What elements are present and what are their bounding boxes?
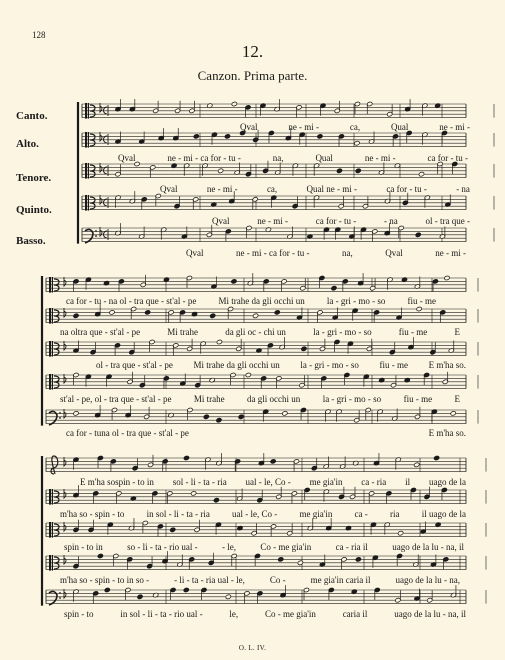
- lyric-syllable: E m'ha sospin - to in: [80, 477, 154, 487]
- lyric-syllable: so - li - ta - rio ual -: [127, 542, 198, 552]
- note-head: [97, 553, 103, 558]
- lyric-syllable: ual - le, Co -: [245, 477, 291, 487]
- lyric-syllable: ual - le, Co -: [232, 509, 278, 519]
- voice-label-canto: Canto.: [16, 110, 48, 122]
- page-footer: O. L. IV.: [238, 644, 267, 652]
- lyric-syllable: ca - ria il: [335, 542, 368, 552]
- lyric-syllable: ca - ria: [361, 477, 387, 487]
- c-clef-bar: [88, 103, 89, 119]
- c-clef-bar: [49, 308, 51, 324]
- c-clef-bar: [85, 103, 87, 119]
- lyric-syllable: - li - ta - ria ual - le,: [174, 575, 245, 585]
- lyric-syllable: fiu - me: [379, 360, 408, 370]
- note-head: [109, 310, 115, 315]
- lyric-syllable: spin - to: [64, 609, 94, 619]
- c-clef-bar: [52, 341, 53, 357]
- lyric-syllable: Qval: [212, 216, 230, 226]
- c-clef-bar: [52, 277, 53, 293]
- lyric-syllable: - na: [456, 184, 470, 194]
- lyric-syllable: ca for - tu -: [427, 153, 468, 163]
- lyric-syllable: fiu - me: [398, 327, 428, 337]
- note-head: [145, 310, 151, 315]
- lyric-syllable: Qval: [160, 184, 178, 194]
- note-head: [170, 527, 176, 532]
- lyric-syllable: ne - mi -: [288, 122, 320, 132]
- lyric-syllable: in sol - li - ta - ria: [146, 509, 210, 519]
- lyric-syllable: uago de la lu - na, il: [392, 542, 464, 552]
- f-clef-dot: [59, 592, 61, 594]
- lyric-syllable: caria il: [342, 609, 368, 619]
- c-clef-bar: [52, 555, 53, 571]
- lyric-syllable: la - gri - mo - so: [300, 360, 359, 370]
- lyric-syllable: le,: [229, 609, 239, 619]
- c-clef-bar: [85, 132, 87, 148]
- f-clef-dot: [59, 412, 61, 414]
- note-head: [240, 130, 246, 135]
- lyric-syllable: st'al - pe, ol - tra que - st'al - pe: [60, 394, 172, 404]
- lyric-syllable: m'ha so - spin - to: [60, 509, 125, 519]
- c-clef-bar: [49, 374, 51, 390]
- lyric-syllable: ria: [390, 509, 400, 519]
- f-clef-dot: [59, 417, 61, 419]
- note-head: [434, 455, 440, 460]
- note-head: [354, 141, 360, 146]
- note-head: [450, 411, 456, 416]
- c-clef-bar: [85, 195, 87, 211]
- lyric-syllable: me gia'in: [299, 509, 333, 519]
- lyric-syllable: Qval: [118, 153, 136, 163]
- lyric-syllable: ol - tra que - st'al - pe: [96, 360, 173, 370]
- piece-title: Canzon. Prima parte.: [197, 68, 308, 83]
- note-head: [216, 339, 222, 344]
- lyric-syllable: fiu - me: [407, 296, 436, 306]
- lyric-syllable: - na: [383, 216, 398, 226]
- c-clef-bar: [88, 163, 89, 179]
- note-head: [418, 172, 424, 177]
- lyric-syllable: ca for - tu -: [315, 216, 357, 226]
- lyric-syllable: ne - mi -: [206, 184, 238, 194]
- lyric-syllable: Qual ne - mi -: [306, 184, 358, 194]
- lyric-syllable: ca for - tu - na ol - tra que - st'al - pe: [66, 296, 197, 306]
- lyric-syllable: ne - mi -: [257, 216, 288, 226]
- lyric-syllable: il: [405, 477, 411, 487]
- lyric-syllable: ca -: [354, 509, 368, 519]
- lyric-syllable: ne - mi - ca for - tu -: [236, 248, 310, 258]
- lyric-syllable: la - gri - mo - so: [313, 327, 372, 337]
- lyric-syllable: Qval: [186, 248, 204, 258]
- c-clef-bar: [49, 341, 51, 357]
- lyric-syllable: ca for - tuna ol - tra que - st'al - pe: [66, 428, 189, 438]
- lyric-syllable: il uago de la: [421, 509, 466, 519]
- note-head: [104, 587, 110, 592]
- lyric-syllable: E: [454, 327, 460, 337]
- lyric-syllable: Co -: [269, 575, 286, 585]
- note-head: [355, 557, 361, 562]
- lyric-syllable: ol - tra que -: [425, 216, 470, 226]
- lyric-syllable: ca for - tu -: [386, 184, 427, 194]
- note-head: [137, 594, 143, 599]
- lyric-syllable: E m'ha so.: [428, 428, 466, 438]
- note-head: [297, 560, 303, 565]
- c-clef-bar: [52, 374, 53, 390]
- note-head: [218, 168, 224, 173]
- lyric-syllable: Co - me gia'in: [264, 609, 316, 619]
- voice-label-basso: Basso.: [16, 235, 46, 247]
- lyric-syllable: Mi trahe: [193, 394, 225, 404]
- c-clef-bar: [52, 308, 53, 324]
- lyric-syllable: na oltra que - st'al - pe: [60, 327, 141, 337]
- note-head: [317, 134, 323, 139]
- lyric-syllable: Qual: [390, 122, 409, 132]
- note-head: [278, 557, 284, 562]
- c-clef-bar: [49, 522, 51, 538]
- note-head: [216, 418, 222, 423]
- voice-label-alto: Alto.: [16, 138, 39, 150]
- lyric-syllable: ne - mi -: [439, 122, 470, 132]
- piece-number: 12.: [241, 42, 264, 61]
- c-clef-bar: [49, 555, 51, 571]
- lyric-syllable: Mi trahe da gli occhi un: [193, 360, 280, 370]
- note-head: [274, 310, 280, 315]
- lyric-syllable: ne - mi -: [364, 153, 396, 163]
- note-head: [301, 346, 307, 351]
- c-clef-bar: [85, 163, 87, 179]
- note-head: [416, 306, 422, 311]
- lyric-syllable: Qual: [315, 153, 333, 163]
- note-head: [414, 462, 420, 467]
- note-head: [331, 286, 337, 291]
- note-head: [134, 161, 140, 166]
- lyric-syllable: da gli occhi un: [247, 394, 301, 404]
- lyric-syllable: Qval: [385, 248, 403, 258]
- lyric-syllable: uago de la: [428, 477, 466, 487]
- lyric-syllable: E m'ha so.: [428, 360, 466, 370]
- lyric-syllable: fiu - me: [403, 394, 433, 404]
- lyric-syllable: ne - mi -: [435, 248, 466, 258]
- lyric-syllable: Mi trahe da gli occhi un: [218, 296, 305, 306]
- c-clef-bar: [52, 489, 53, 505]
- lyric-syllable: sol - li - ta - ria: [172, 477, 227, 487]
- c-clef-bar: [52, 522, 53, 538]
- lyric-syllable: uago de la lu - na, il: [394, 609, 466, 619]
- f-clef-dot: [95, 235, 97, 237]
- lyric-syllable: me gia'in: [309, 477, 343, 487]
- note-head: [213, 498, 219, 503]
- note-head: [270, 459, 276, 464]
- note-head: [193, 134, 199, 139]
- lyric-syllable: da gli oc - chi un: [225, 327, 286, 337]
- note-head: [210, 313, 216, 318]
- voice-label-quinto: Quinto.: [16, 204, 52, 216]
- note-head: [245, 372, 251, 377]
- lyric-syllable: la - gri - mo - so: [326, 296, 386, 306]
- lyric-syllable: spin - to in: [64, 542, 103, 552]
- note-head: [238, 414, 244, 419]
- note-head: [252, 313, 258, 318]
- lyric-syllable: ca,: [266, 184, 278, 194]
- note-head: [224, 134, 230, 139]
- lyric-syllable: me gia'in caria il: [310, 575, 371, 585]
- lyric-syllable: ne - mi - ca for - tu -: [167, 153, 241, 163]
- lyric-syllable: E: [454, 394, 460, 404]
- note-head: [355, 168, 361, 173]
- note-head: [203, 414, 209, 419]
- lyric-syllable: - le,: [222, 542, 236, 552]
- c-clef-bar: [88, 132, 89, 148]
- lyric-syllable: Co - me gia'in: [260, 542, 312, 552]
- page-number: 128: [32, 30, 46, 40]
- f-clef-dot: [95, 230, 97, 232]
- note-head: [183, 455, 189, 460]
- lyric-syllable: Mi trahe: [167, 327, 199, 337]
- note-head: [336, 168, 342, 173]
- c-clef-bar: [88, 195, 89, 211]
- note-head: [73, 411, 79, 416]
- lyric-syllable: Qval: [240, 122, 258, 132]
- lyric-syllable: m'ha so - spin - to in so -: [60, 575, 150, 585]
- f-clef-dot: [59, 597, 61, 599]
- note-head: [191, 491, 197, 496]
- note-head: [73, 313, 79, 318]
- lyric-syllable: na,: [341, 248, 353, 258]
- lyric-syllable: la - gri - mo - so: [322, 394, 382, 404]
- note-head: [183, 587, 189, 592]
- c-clef-bar: [49, 489, 51, 505]
- note-head: [398, 531, 404, 536]
- c-clef-bar: [49, 277, 51, 293]
- lyric-syllable: ca,: [349, 122, 361, 132]
- note-head: [225, 594, 231, 599]
- lyric-syllable: na,: [272, 153, 284, 163]
- note-head: [231, 101, 237, 106]
- voice-label-tenore: Tenore.: [16, 172, 52, 184]
- note-head: [282, 411, 288, 416]
- note-head: [415, 232, 421, 237]
- lyric-syllable: in sol - li - ta - rio ual -: [120, 609, 203, 619]
- note-head: [231, 279, 237, 284]
- note-head: [444, 275, 450, 280]
- lyric-syllable: uago de la lu - na,: [395, 575, 460, 585]
